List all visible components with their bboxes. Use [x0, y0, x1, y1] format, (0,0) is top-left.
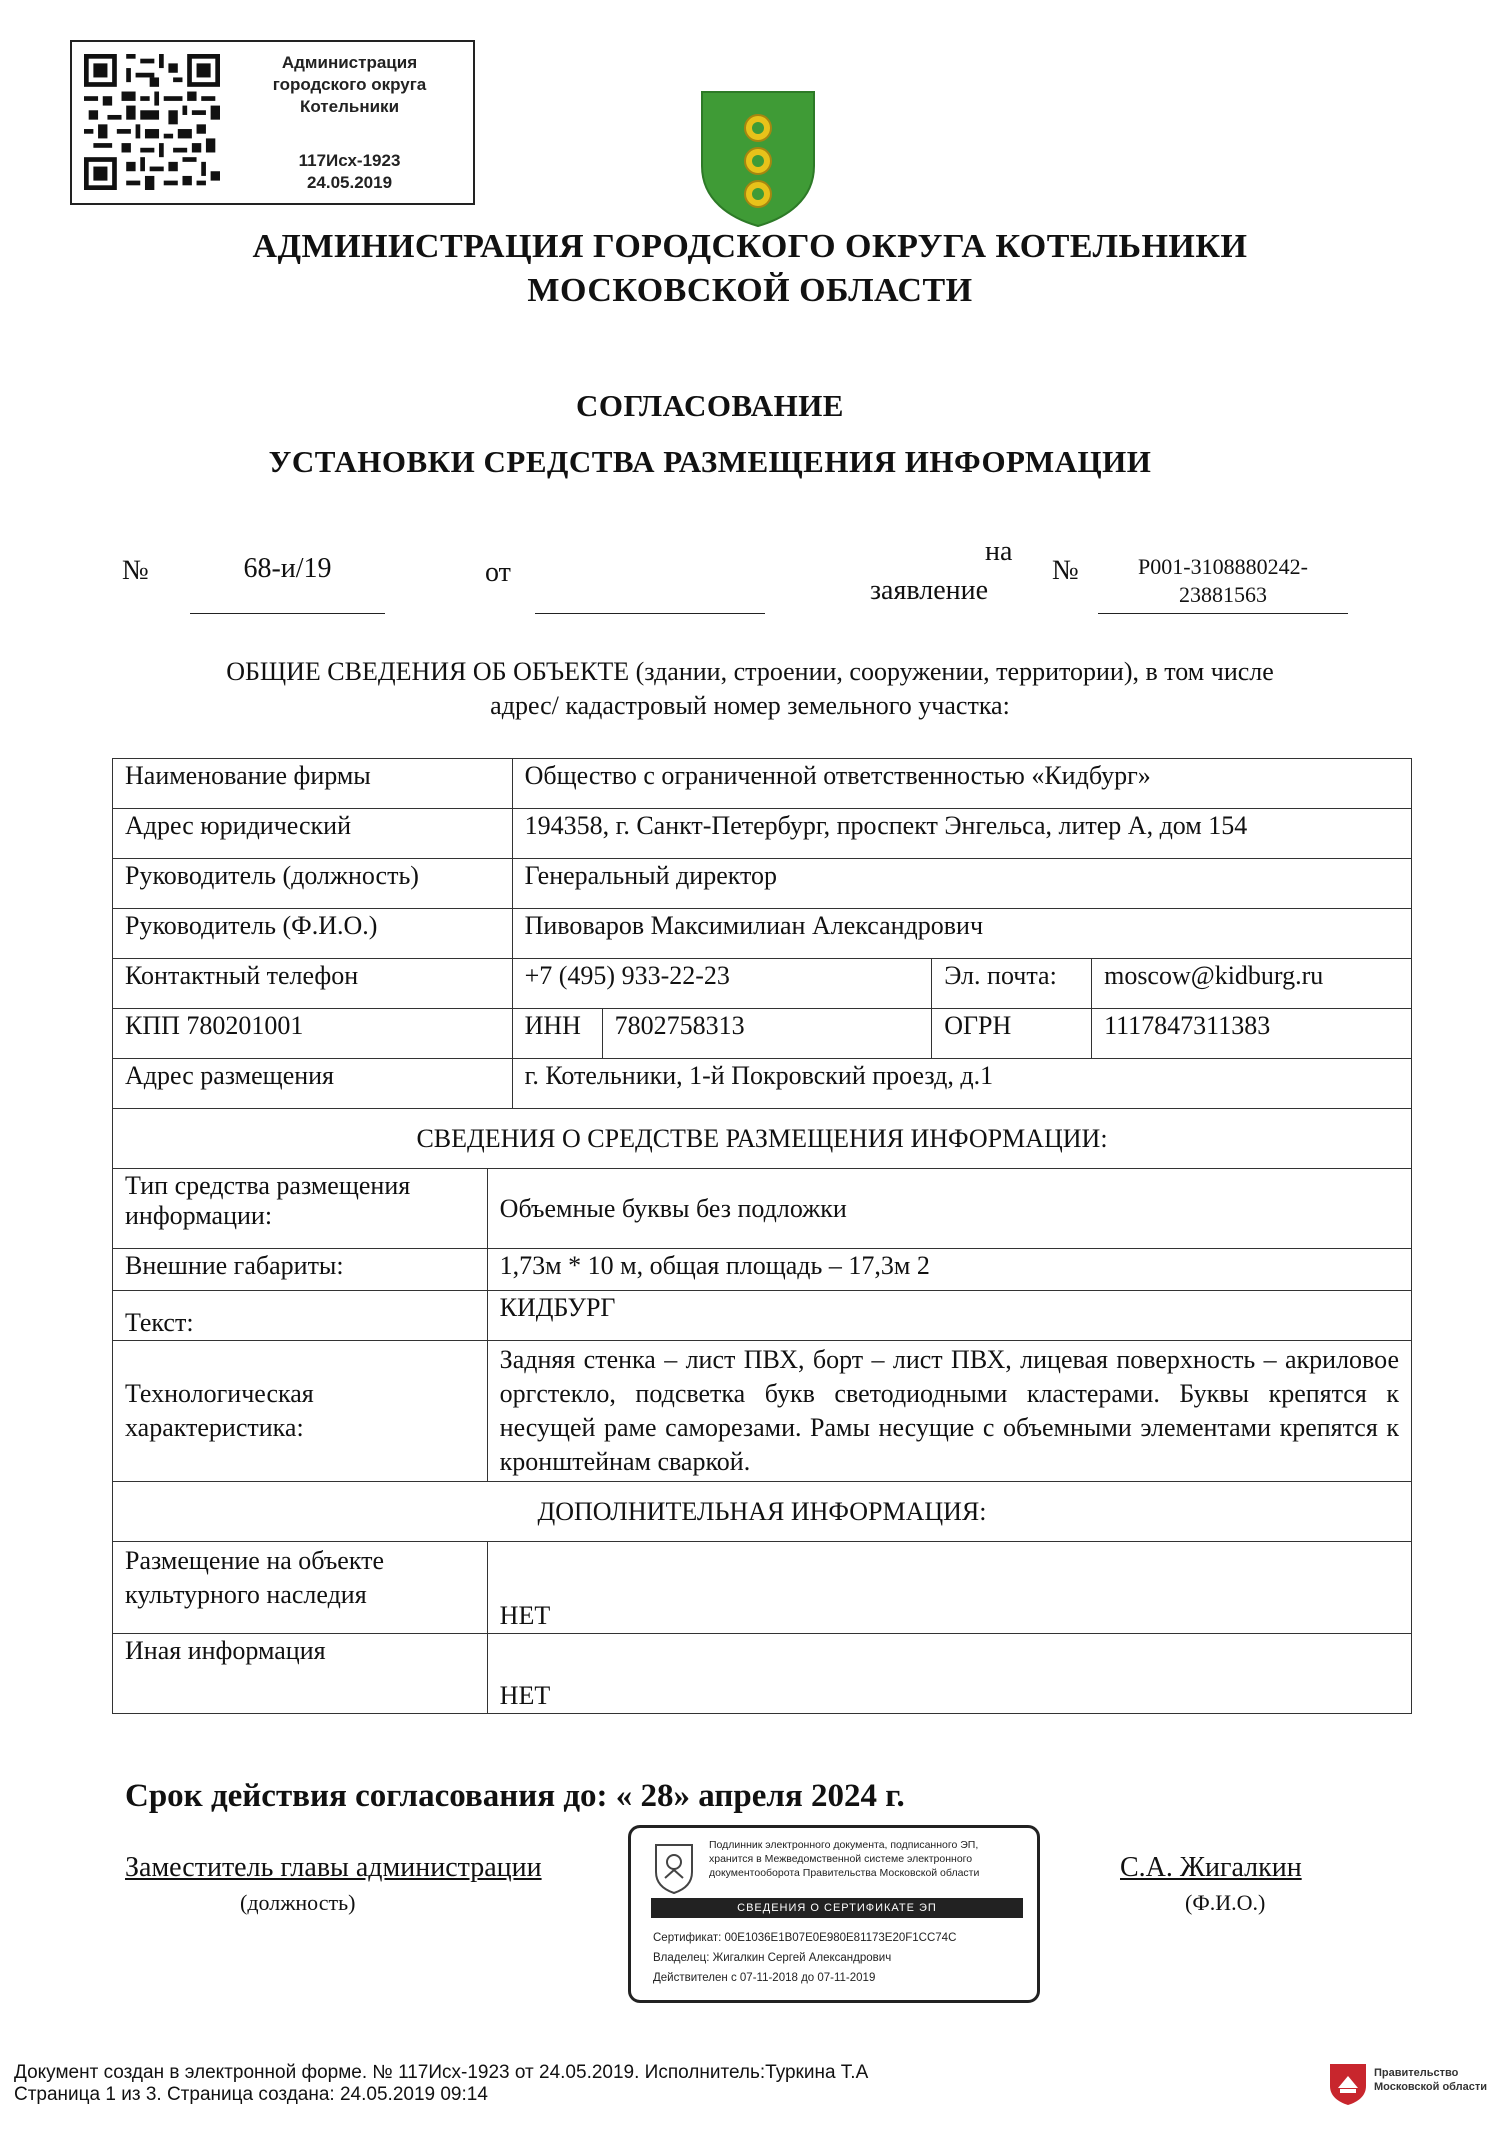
email-label: Эл. почта:: [932, 959, 1092, 1009]
page-footer: [14, 2062, 868, 2106]
org-title-line2: МОСКОВСКОЙ ОБЛАСТИ: [527, 272, 973, 309]
signer-name: С.А. Жигалкин: [1120, 1852, 1302, 1883]
e-signature-line1: Подлинник электронного документа, подписанного ЭП,: [709, 1839, 979, 1851]
number-value: 68-и/19: [190, 553, 385, 614]
table-row-head-name: [113, 909, 1412, 959]
ogrn-label: ОГРН: [932, 1009, 1092, 1059]
placement-address-label: Адрес размещения: [113, 1059, 513, 1109]
qr-code-icon: [84, 54, 220, 190]
validity-text: Срок действия согласования до: « 28» апреля 2024 г.: [125, 1778, 905, 1814]
e-signature-owner: Владелец: Жигалкин Сергей Александрович: [653, 1952, 892, 1964]
means-type-label-line2: информации:: [125, 1201, 273, 1230]
dimensions-value: 1,73м * 10 м, общая площадь – 17,3м 2: [487, 1249, 1411, 1291]
gov-line1: Правительство: [1374, 2067, 1459, 2079]
other-label: Иная информация: [113, 1634, 488, 1714]
heritage-label: [113, 1542, 488, 1634]
table-row-ids: [113, 1009, 1412, 1059]
approval-table: [112, 758, 1412, 1714]
text-value: КИДБУРГ: [487, 1291, 1411, 1341]
application-number-label: №: [1052, 555, 1079, 586]
table-row-means-section: [113, 1109, 1412, 1169]
table-row-dimensions: [113, 1249, 1412, 1291]
table-row-means-type: [113, 1169, 1412, 1249]
phone-label: Контактный телефон: [113, 959, 513, 1009]
gov-line2: Московской области: [1374, 2081, 1488, 2093]
from-label: от: [485, 557, 511, 588]
table-row-head-position: [113, 859, 1412, 909]
application-number: [1098, 553, 1348, 614]
dimensions-label: Внешние габариты:: [113, 1249, 488, 1291]
table-row-other: [113, 1634, 1412, 1714]
company-label: Наименование фирмы: [113, 759, 513, 809]
tech-value: Задняя стенка – лист ПВХ, борт – лист ПВХ, лицевая поверхность – акриловое оргстекло, подсветка букв светодиодными кластерами. Буквы крепятся к несущей раме саморезами. Рамы несущие с объемными элементами крепятся к кронштейнам сваркой.: [487, 1341, 1411, 1482]
kpp-value: КПП 780201001: [113, 1009, 513, 1059]
head-position-value: Генеральный директор: [512, 859, 1411, 909]
registration-org-line2: городского округа: [272, 75, 427, 94]
heritage-label-line1: Размещение на объекте: [125, 1546, 385, 1575]
email-value: moscow@kidburg.ru: [1092, 959, 1412, 1009]
e-signature-bar: СВЕДЕНИЯ О СЕРТИФИКАТЕ ЭП: [651, 1898, 1023, 1918]
other-value: НЕТ: [487, 1634, 1411, 1714]
registration-number-block: [232, 150, 467, 194]
doc-title-line1: СОГЛАСОВАНИЕ: [575, 388, 844, 423]
table-row-company: [113, 759, 1412, 809]
government-label: [1374, 2066, 1487, 2094]
inn-label: ИНН: [512, 1009, 602, 1059]
signer-position: Заместитель главы администрации: [125, 1852, 542, 1883]
footer-line2: Страница 1 из 3. Страница создана: 24.05.2019 09:14: [14, 2084, 488, 2105]
placement-address-value: г. Котельники, 1-й Покровский проезд, д.1: [512, 1059, 1411, 1109]
ogrn-value: 1117847311383: [1092, 1009, 1412, 1059]
object-intro-line2: адрес/ кадастровый номер земельного участка:: [490, 691, 1010, 720]
means-section-title: СВЕДЕНИЯ О СРЕДСТВЕ РАЗМЕЩЕНИЯ ИНФОРМАЦИИ:: [113, 1109, 1412, 1169]
head-name-label: Руководитель (Ф.И.О.): [113, 909, 513, 959]
e-signature-text: [709, 1838, 1034, 1880]
number-label: №: [122, 555, 149, 586]
registration-date: 24.05.2019: [306, 173, 393, 192]
footer-line1: Документ создан в электронной форме. № 117Исх-1923 от 24.05.2019. Исполнитель:Туркина Т.А: [14, 2062, 869, 2083]
application-label-2: заявление: [870, 575, 989, 606]
additional-section-title: ДОПОЛНИТЕЛЬНАЯ ИНФОРМАЦИЯ:: [113, 1482, 1412, 1542]
heritage-label-line2: культурного наследия: [125, 1580, 367, 1609]
means-type-label: [113, 1169, 488, 1249]
inn-value: 7802758313: [602, 1009, 932, 1059]
registration-org-line1: Администрация: [281, 53, 418, 72]
signer-position-caption: (должность): [240, 1890, 356, 1915]
signer-name-caption: (Ф.И.О.): [1185, 1890, 1266, 1915]
tech-label: [113, 1341, 488, 1482]
means-type-label-line1: Тип средства размещения: [125, 1171, 411, 1200]
head-name-value: Пивоваров Максимилиан Александрович: [512, 909, 1411, 959]
doc-title-line2: УСТАНОВКИ СРЕДСТВА РАЗМЕЩЕНИЯ ИНФОРМАЦИИ: [268, 444, 1152, 479]
org-title-line1: АДМИНИСТРАЦИЯ ГОРОДСКОГО ОКРУГА КОТЕЛЬНИКИ: [252, 228, 1248, 265]
application-label-1: на: [985, 536, 1013, 567]
tech-label-line2: характеристика:: [125, 1413, 304, 1442]
moscow-region-emblem-icon: [653, 1842, 695, 1894]
application-number-line1: P001-3108880242-: [1138, 554, 1308, 579]
table-row-legal-address: [113, 809, 1412, 859]
e-signature-stamp: [628, 1825, 1040, 2003]
means-type-value: Объемные буквы без подложки: [487, 1169, 1411, 1249]
e-signature-certificate-info: [653, 1928, 1028, 1988]
e-signature-line2: хранится в Межведомственной системе электронного: [709, 1853, 973, 1865]
registration-org: [232, 52, 467, 118]
head-position-label: Руководитель (должность): [113, 859, 513, 909]
legal-address-label: Адрес юридический: [113, 809, 513, 859]
table-row-text: [113, 1291, 1412, 1341]
table-row-placement-address: [113, 1059, 1412, 1109]
government-logo-icon: [1328, 2062, 1368, 2106]
registration-org-line3: Котельники: [299, 97, 400, 116]
table-row-heritage: [113, 1542, 1412, 1634]
registration-number: 117Исх-1923: [298, 151, 401, 170]
heritage-value: НЕТ: [487, 1542, 1411, 1634]
application-number-line2: 23881563: [1179, 582, 1267, 607]
text-label: Текст:: [113, 1291, 488, 1341]
table-row-additional-section: [113, 1482, 1412, 1542]
from-value: [535, 553, 765, 614]
company-value: Общество с ограниченной ответственностью «Кидбург»: [512, 759, 1411, 809]
registration-stamp: [70, 40, 475, 205]
phone-value: +7 (495) 933-22-23: [512, 959, 932, 1009]
e-signature-valid: Действителен с 07-11-2018 до 07-11-2019: [653, 1972, 876, 1984]
table-row-contacts: [113, 959, 1412, 1009]
e-signature-certificate: Сертификат: 00E1036E1B07E0E980E81173E20F1CC74C: [653, 1932, 957, 1944]
legal-address-value: 194358, г. Санкт-Петербург, проспект Энгельса, литер А, дом 154: [512, 809, 1411, 859]
object-intro-line1: ОБЩИЕ СВЕДЕНИЯ ОБ ОБЪЕКТЕ (здании, строении, сооружении, территории), в том числе: [226, 657, 1274, 686]
e-signature-line3: документооборота Правительства Московской области: [709, 1867, 980, 1879]
table-row-tech: [113, 1341, 1412, 1482]
object-intro: [120, 655, 1380, 723]
tech-label-line1: Технологическая: [125, 1379, 314, 1408]
coat-of-arms-icon: [698, 88, 818, 228]
